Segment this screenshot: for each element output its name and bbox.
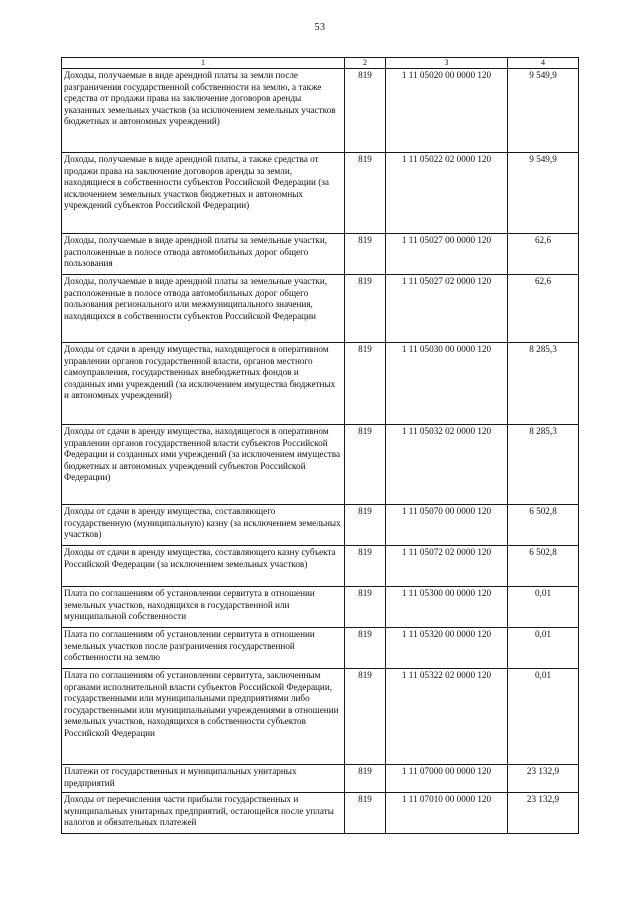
row-admin: 819 [345,153,386,234]
row-admin: 819 [345,425,386,505]
table-row [62,669,579,765]
column-header-name: 1 [62,58,345,69]
table-row [62,343,579,425]
table-row [62,793,579,834]
row-amount: 23 132,9 [508,793,579,834]
row-admin: 819 [345,234,386,275]
row-name: Доходы от сдачи в аренду имущества, составляющего казну субъекта Российской Федерации (за исключением земельных участков) [62,546,345,587]
row-name: Плата по соглашениям об установлении сервитута в отношении земельных участков, находящихся в государственной или муниципальной собственности [62,587,345,628]
table-header-row [62,58,579,69]
column-header-admin: 2 [345,58,386,69]
column-header-amount: 4 [508,58,579,69]
table-row [62,275,579,343]
row-amount: 62,6 [508,275,579,343]
row-code: 1 11 05030 00 0000 120 [386,343,508,425]
row-code: 1 11 05032 02 0000 120 [386,425,508,505]
revenue-table [61,57,579,834]
row-name: Плата по соглашениям об установлении сервитута, заключенным органами исполнительной власти субъектов Российской Федерации, государственными или муниципальными предприятиями либо государственными или муниципальными учреждениями в отношении земельных участков, находящихся в собственности субъектов Российской Федерации [62,669,345,765]
row-admin: 819 [345,546,386,587]
row-amount: 6 502,8 [508,505,579,546]
row-code: 1 11 07010 00 0000 120 [386,793,508,834]
row-admin: 819 [345,275,386,343]
row-admin: 819 [345,628,386,669]
row-code: 1 11 05072 02 0000 120 [386,546,508,587]
row-code: 1 11 05322 02 0000 120 [386,669,508,765]
row-code: 1 11 05300 00 0000 120 [386,587,508,628]
row-amount: 9 549,9 [508,69,579,153]
row-code: 1 11 05070 00 0000 120 [386,505,508,546]
table-row [62,765,579,793]
row-name: Доходы, получаемые в виде арендной платы, а также средства от продажи права на заключение договоров аренды за земли, находящиеся в собственности субъектов Российской Федерации (за исключением земельных участков бюджетных и автономных учреждений субъектов Российской Федерации) [62,153,345,234]
row-amount: 0,01 [508,628,579,669]
row-amount: 8 285,3 [508,425,579,505]
row-code: 1 11 05027 00 0000 120 [386,234,508,275]
row-admin: 819 [345,669,386,765]
row-admin: 819 [345,587,386,628]
table-row [62,153,579,234]
row-admin: 819 [345,505,386,546]
row-name: Плата по соглашениям об установлении сервитута в отношении земельных участков после разграничения государственной собственности на землю [62,628,345,669]
row-name: Доходы, получаемые в виде арендной платы за земельные участки, расположенные в полосе отвода автомобильных дорог общего пользования регионального или межмуниципального значения, находящихся в собственности субъектов Российской Федерации [62,275,345,343]
row-code: 1 11 05020 00 0000 120 [386,69,508,153]
row-name: Доходы, получаемые в виде арендной платы за земельные участки, расположенные в полосе отвода автомобильных дорог общего пользования [62,234,345,275]
row-amount: 8 285,3 [508,343,579,425]
row-code: 1 11 05027 02 0000 120 [386,275,508,343]
table-row [62,587,579,628]
table-row [62,234,579,275]
row-name: Доходы от сдачи в аренду имущества, находящегося в оперативном управлении органов государственной власти субъектов Российской Федерации и созданных ими учреждений (за исключением имущества бюджетных и автономных учреждений субъектов Российской Федерации) [62,425,345,505]
row-amount: 9 549,9 [508,153,579,234]
row-amount: 0,01 [508,587,579,628]
page-number: 53 [314,22,326,33]
row-admin: 819 [345,343,386,425]
row-name: Доходы от перечисления части прибыли государственных и муниципальных унитарных предприятий, остающейся после уплаты налогов и обязательных платежей [62,793,345,834]
row-code: 1 11 07000 00 0000 120 [386,765,508,793]
row-name: Доходы, получаемые в виде арендной платы за земли после разграничения государственной собственности на землю, а также средства от продажи права на заключение договоров аренды указанных земельных участков (за исключением земельных участков бюджетных и автономных учреждений) [62,69,345,153]
row-name: Платежи от государственных и муниципальных унитарных предприятий [62,765,345,793]
row-amount: 23 132,9 [508,765,579,793]
row-code: 1 11 05022 02 0000 120 [386,153,508,234]
row-code: 1 11 05320 00 0000 120 [386,628,508,669]
table-row [62,628,579,669]
row-name: Доходы от сдачи в аренду имущества, находящегося в оперативном управлении органов государственной власти, органов местного самоуправления, государственных внебюджетных фондов и созданных ими учреждений (за исключением имущества бюджетных и автономных учреждений) [62,343,345,425]
row-admin: 819 [345,793,386,834]
table-row [62,546,579,587]
row-admin: 819 [345,765,386,793]
row-amount: 6 502,8 [508,546,579,587]
table-row [62,425,579,505]
table-row [62,505,579,546]
table-row [62,69,579,153]
row-admin: 819 [345,69,386,153]
row-amount: 62,6 [508,234,579,275]
row-amount: 0,01 [508,669,579,765]
column-header-code: 3 [386,58,508,69]
row-name: Доходы от сдачи в аренду имущества, составляющего государственную (муниципальную) казну (за исключением земельных участков) [62,505,345,546]
